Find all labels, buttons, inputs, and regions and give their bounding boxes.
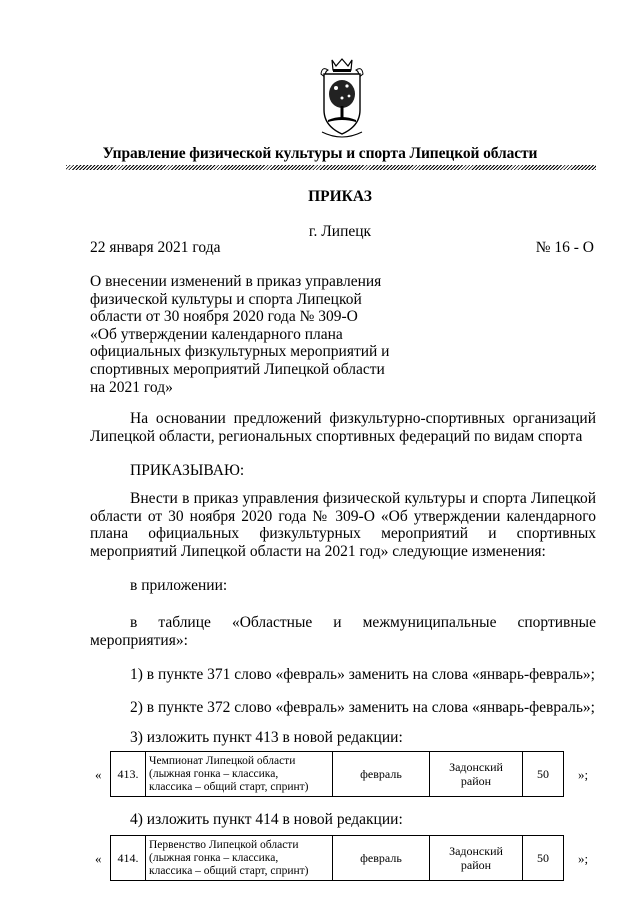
table-ref-word: спортивные (517, 614, 596, 631)
cell-place (430, 836, 523, 881)
order-subject (90, 273, 390, 396)
event-name-line: Чемпионат Липецкой области (149, 754, 296, 767)
cell-month: февраль (333, 836, 430, 881)
cell-number: 413. (111, 752, 146, 797)
table-ref-word: в (130, 614, 138, 631)
document-type: ПРИКАЗ (308, 188, 372, 205)
table-reference (90, 614, 596, 649)
place-line: район (460, 774, 492, 788)
open-quote: « (95, 767, 102, 782)
basis-paragraph: На основании предложений физкультурно-спортивных организаций Липецкой области, региональных спортивных федераций по видам спорта (90, 410, 596, 445)
open-quote: « (95, 851, 102, 866)
table-ref-cont: мероприятия»: (90, 631, 188, 649)
event-name-line: (лыжная гонка – классика, (149, 767, 279, 780)
table-ref-word: межмуниципальные (362, 614, 497, 631)
subject-line: «Об утверждении календарного плана (90, 325, 343, 343)
table-ref-word: таблице (158, 614, 211, 631)
table-ref-word: «Областные (231, 614, 313, 631)
place-line: район (460, 858, 492, 872)
cell-month: февраль (333, 752, 430, 797)
city: г. Липецк (308, 223, 372, 240)
table-ref-word: и (333, 614, 342, 631)
close-quote: »; (578, 767, 589, 782)
change-item-3: 3) изложить пункт 413 в новой редакции: (130, 729, 403, 746)
coat-of-arms-emblem (318, 58, 366, 140)
table-row (110, 751, 564, 797)
event-name-line: Первенство Липецкой области (149, 838, 299, 851)
subject-line: спортивных мероприятий Липецкой области (90, 360, 385, 378)
amend-paragraph: Внести в приказ управления физической культуры и спорта Липецкой области от 30 ноября 2020 года № 309-О «Об утверждении календарного плана официальных физкультурных мероприятий и спортивных мероприятий Липецкой области на 2021 год» следующие изменения: (90, 490, 596, 560)
organization-name: Управление физической культуры и спорта Липецкой области (102, 145, 538, 162)
change-item-4: 4) изложить пункт 414 в новой редакции: (130, 811, 403, 828)
cell-number: 414. (111, 836, 146, 881)
event-name-line: классика – общий старт, спринт) (149, 864, 309, 877)
cell-participants: 50 (523, 836, 564, 881)
order-word: ПРИКАЗЫВАЮ: (130, 462, 245, 479)
place-line: Задонский (449, 844, 503, 858)
subject-line: официальных физкультурных мероприятий и (90, 343, 390, 361)
subject-line: О внесении изменений в приказ управления (90, 273, 382, 290)
cell-participants: 50 (523, 752, 564, 797)
close-quote: »; (578, 851, 589, 866)
cell-place (430, 752, 523, 797)
cell-event-name (146, 752, 333, 797)
header-divider (66, 165, 596, 170)
order-number: № 16 - О (535, 239, 594, 256)
subject-line: физической культуры и спорта Липецкой (90, 290, 362, 308)
place-line: Задонский (449, 760, 503, 774)
table-row-413 (90, 751, 602, 797)
event-name-line: (лыжная гонка – классика, (149, 851, 279, 864)
change-item-2: 2) в пункте 372 слово «февраль» заменить на слова «январь-февраль»; (130, 699, 595, 716)
table-row (110, 835, 564, 881)
in-appendix: в приложении: (130, 577, 228, 594)
order-date: 22 января 2021 года (90, 239, 221, 256)
change-item-1: 1) в пункте 371 слово «февраль» заменить на слова «январь-февраль»; (130, 666, 595, 683)
table-row-414 (90, 835, 602, 881)
event-name-line: классика – общий старт, спринт) (149, 780, 309, 793)
cell-event-name (146, 836, 333, 881)
subject-line: на 2021 год» (90, 378, 173, 396)
subject-line: области от 30 ноября 2020 года № 309-О (90, 308, 358, 326)
